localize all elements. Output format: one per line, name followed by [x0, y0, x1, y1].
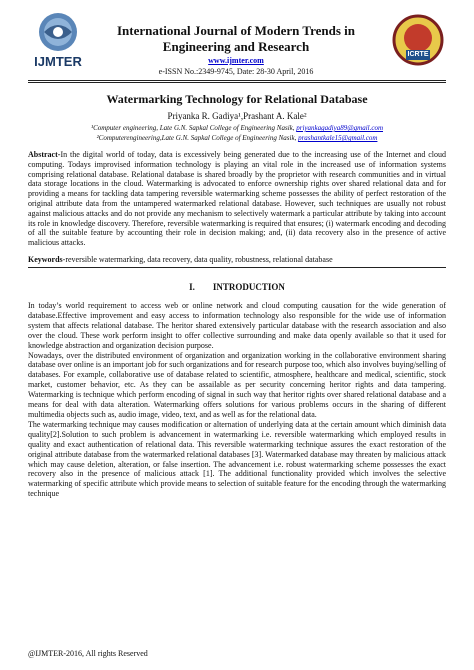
abstract	[28, 150, 446, 248]
abstract-divider	[28, 267, 446, 268]
issn-date-line: e-ISSN No.:2349-9745, Date: 28-30 April, 2016	[158, 67, 314, 76]
conference-logo	[392, 12, 444, 74]
journal-title: International Journal of Modern Trends in Engineering and Research	[117, 23, 355, 54]
logo-text: IJMTER	[34, 54, 82, 69]
journal-logo	[30, 10, 86, 70]
abstract-text: In the digital world of today, data is excessively being generated due to the increasing use of the Internet and cloud computing. Todays improvised information technology is playing an vital role in the increased use of information systems comprising relational database. Relational database is shared broadly by the proprietor with research communities and in virtual data storage locations in the cloud. Watermarking is advocated to enforce ownership rights over shared relational data and for providing a means for tackling data tampering reversible watermarking scheme possesses the ability of perfect restoration of the original attribute data from the untampered watermarked relational database. However, such techniques are usually not robust against malicious attacks and do not provide any mechanism to selectively watermark a particular attribute by taking into account its role in knowledge discovery. Therefore, reversible watermarking is required that ensures; (i) watermark encoding and decoding of all the suitable feature by accounting their role in decision making; and, (ii) data recovery also in the presence of active malicious attacks.	[28, 150, 446, 248]
paper-title: Watermarking Technology for Relational Database	[106, 92, 368, 106]
body-text	[28, 301, 446, 499]
affiliation-1-email[interactable]: priyankagadiya89@gmail.com	[296, 124, 383, 132]
keywords-label: Keywords	[28, 255, 63, 264]
affiliation-2	[28, 134, 446, 142]
body-paragraph-2: Nowadays, over the distributed environment of organization and organization working in the collaborative environment sharing database over online is an important job for such organizations and for research purpose too, which also involves buying/selling of databases. For example, collaborative use of database related to scientific, atmosphere, healthcare and medical, scientific, stock market, customer behavior, etc. As they can be assailable as per security concerning heritor rights and data tampering. Watermarking is technique which perform encoding of signal in such way that heritor rights over shared relational database and a means for deal with data alteration. Watermarking offers solutions for various problems occurs in the sharing of different multimedia objects such as, audio image, video, text, and as well as for the relational data.	[28, 350, 446, 419]
affiliation-1-text: ¹Computer engineering, Late G.N. Sapkal College of Engineering Nasik,	[90, 124, 297, 132]
affiliation-1	[28, 124, 446, 132]
footer-copyright: @IJMTER-2016, All rights Reserved	[28, 649, 148, 658]
abstract-label: Abstract-	[28, 150, 61, 159]
affiliation-2-email[interactable]: prashantkale15@gmail.com	[298, 134, 378, 142]
section-heading: I. INTRODUCTION	[189, 282, 285, 292]
affiliation-2-text: ²Computerengineering,Late G.N. Sapkal College of Engineering Nasik,	[96, 134, 299, 142]
keywords	[28, 255, 446, 264]
conference-logo-text: ICRTE	[407, 51, 429, 58]
journal-url[interactable]: www.ijmter.com	[208, 56, 264, 65]
author-line: Priyanka R. Gadiya¹,Prashant A. Kale²	[167, 111, 307, 121]
body-paragraph-3: The watermarking technique may causes modification or alternation of underlying data at the certain amount which diminish data quality[2].Solution to such problem is advancement in watermarking i.e. reversible watermarking which employed results in quality and exact authentication of relational data. This reversible watermarking technique assures the exact restoration of the original attribute database from the watermarked relational databases [3]. Watermarked database may threaten by malicious attack which may cause deletion, alteration, or false insertion. The advancement i.e. robust watermarking scheme possesses the exact recovery also in the presence of malicious attack [1]. The additional functionality provided which involves the selective watermarking of specific attribute which provide means to selection of suitable feature for the encoding through the watermarking technique	[28, 419, 446, 499]
keywords-text: -reversible watermarking, data recovery, data quality, robustness, relational database	[62, 255, 333, 264]
header-divider-2	[28, 82, 446, 83]
header-divider	[28, 80, 446, 81]
body-paragraph-1: In today’s world requirement to access web or online network and cloud computing causation for the wide generation of database.Effective improvement and easy access to information technology also responsible for the wide use of information system that affects relational database. The heritor shared extensively particular database with the research association and also over the cloud. These work perform insight to offer collective surrounding and make data openly available so that it used for knowledge abstraction and organization decision purpose.	[28, 301, 446, 350]
